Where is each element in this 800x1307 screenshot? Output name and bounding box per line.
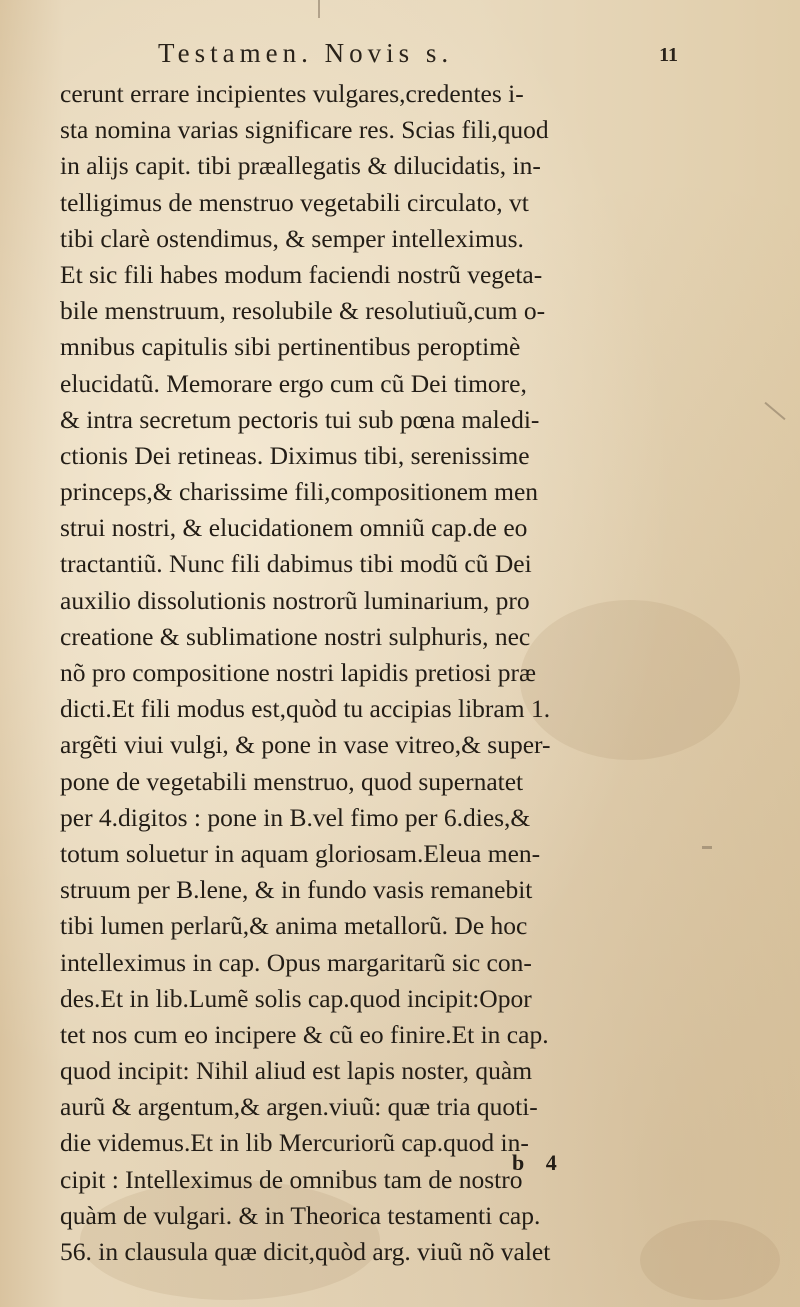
text-line: creatione & sublimatione nostri sulphuris, nec: [60, 621, 531, 651]
text-line: auxilio dissolutionis nostrorũ luminarium, pro: [60, 585, 530, 615]
text-line: tibi lumen perlarũ,& anima metallorũ. De hoc: [60, 911, 528, 941]
signature-mark: b 4: [512, 1150, 565, 1175]
text-line: Et sic fili habes modum faciendi nostrũ vegeta-: [60, 259, 543, 289]
text-line: argẽti viui vulgi, & pone in vase vitreo,& super-: [60, 730, 551, 760]
text-line: bile menstruum, resolubile & resolutiuũ,cum o-: [60, 296, 546, 326]
text-line: mnibus capitulis sibi pertinentibus peroptimè: [60, 332, 521, 362]
running-head: Testamen. Novis s.: [158, 38, 454, 68]
text-line: struum per B.lene, & in fundo vasis remanebit: [60, 875, 533, 905]
text-line: cerunt errare incipientes vulgares,credentes i-: [60, 79, 524, 108]
text-line: quod incipit: Nihil aliud est lapis noster, quàm: [60, 1056, 533, 1086]
text-line: ctionis Dei retineas. Diximus tibi, serenissime: [60, 440, 530, 470]
text-line: princeps,& charissime fili,compositionem men: [60, 477, 539, 507]
page-header: [158, 38, 678, 78]
text-line: in alijs capit. tibi præallegatis & dilucidatis, in-: [60, 151, 541, 181]
margin-mark: [702, 846, 712, 849]
text-line: tet nos cum eo incipere & cũ eo finire.Et in cap.: [60, 1019, 549, 1049]
margin-mark: [764, 402, 785, 420]
text-line: & intra secretum pectoris tui sub pœna maledi-: [60, 404, 540, 434]
text-line: totum soluetur in aquam gloriosam.Eleua men-: [60, 838, 541, 868]
text-line: strui nostri, & elucidationem omniũ cap.de eo: [60, 513, 528, 543]
text-line: tibi clarè ostendimus, & semper intelleximus.: [60, 223, 524, 253]
text-line: intelleximus in cap. Opus margaritarũ sic con-: [60, 947, 532, 977]
margin-mark: [318, 0, 320, 18]
text-line: aurũ & argentum,& argen.viuũ: quæ tria quoti-: [60, 1092, 538, 1122]
page-number: 11: [659, 44, 678, 66]
text-line: 56. in clausula quæ dicit,quòd arg. viuũ nõ valet: [60, 1237, 551, 1266]
text-line: pone de vegetabili menstruo, quod supernatet: [60, 766, 524, 796]
text-line: elucidatũ. Memorare ergo cum cũ Dei timore,: [60, 368, 527, 398]
text-line: nõ pro compositione nostri lapidis pretiosi præ: [60, 658, 536, 687]
text-line: per 4.digitos : pone in B.vel fimo per 6.dies,&: [60, 802, 531, 832]
text-line: quàm de vulgari. & in Theorica testamenti cap.: [60, 1200, 541, 1230]
text-line: telligimus de menstruo vegetabili circulato, vt: [60, 187, 529, 217]
text-line: die videmus.Et in lib Mercuriorũ cap.quod in-: [60, 1128, 529, 1158]
text-line: cipit : Intelleximus de omnibus tam de nostro: [60, 1164, 523, 1194]
text-line: tractantiũ. Nunc fili dabimus tibi modũ cũ Dei: [60, 549, 532, 579]
text-line: dicti.Et fili modus est,quòd tu accipias libram 1.: [60, 694, 551, 724]
body-text: [60, 76, 680, 1270]
text-line: des.Et in lib.Lumẽ solis cap.quod incipit:Opor: [60, 983, 532, 1013]
text-line: sta nomina varias significare res. Scias fili,quod: [60, 115, 549, 145]
